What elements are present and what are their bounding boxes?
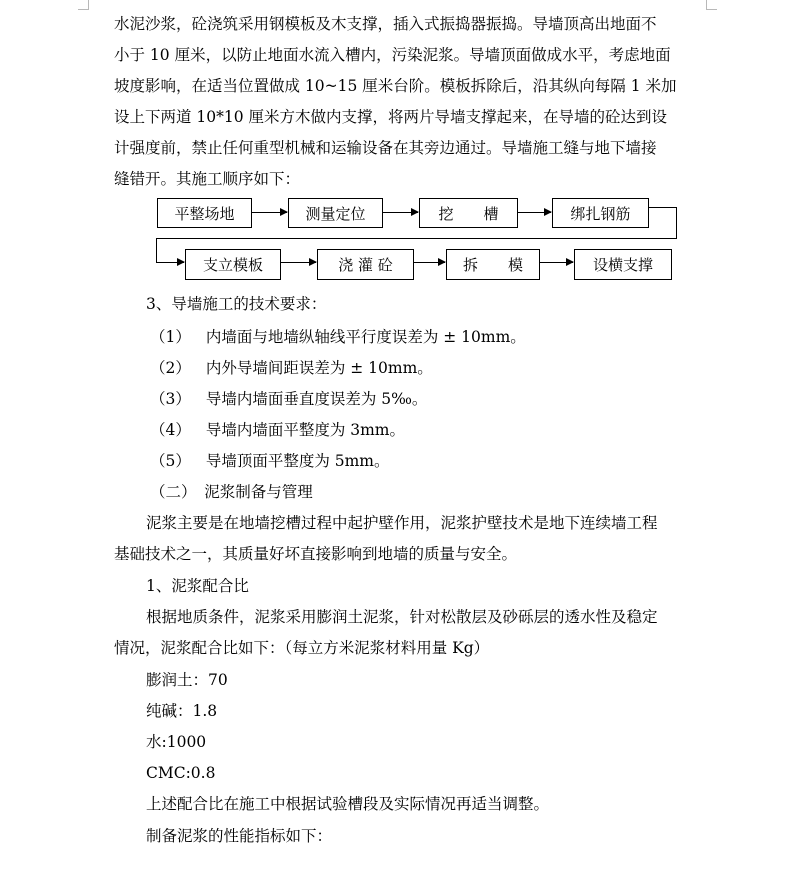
paragraph-line-3: 坡度影响，在适当位置做成 10~15 厘米台阶。模板拆除后，沿其纵向每隔 1 米加 — [114, 77, 677, 95]
requirement-item-4 — [150, 420, 405, 440]
flow-connector-across — [156, 238, 677, 239]
flow-step-5: 支立模板 — [185, 249, 281, 280]
flow-arrow-7 — [540, 262, 573, 263]
flow-step-7: 拆 模 — [446, 249, 540, 280]
requirement-num-4: （4） — [150, 421, 191, 439]
flow-step-3: 挖 槽 — [419, 198, 518, 228]
flow-arrow-6 — [414, 262, 445, 263]
requirement-num-5: （5） — [150, 452, 191, 470]
flow-step-1: 平整场地 — [157, 198, 252, 228]
flow-arrow-1 — [252, 212, 287, 213]
flow-connector-vertical-right — [676, 207, 677, 238]
ratio-cmc: CMC:0.8 — [146, 764, 216, 782]
flow-step-2: 测量定位 — [288, 198, 383, 228]
requirement-text-4: 导墙内墙面平整度为 3mm。 — [205, 421, 405, 439]
ratio-bentonite: 膨润土：70 — [146, 671, 228, 689]
requirement-item-3 — [150, 389, 427, 409]
slurry-paragraph-2-line-1: 根据地质条件，泥浆采用膨润土泥浆，针对松散层及砂砾层的透水性及稳定 — [146, 608, 658, 626]
requirement-num-3: （3） — [150, 390, 191, 408]
paragraph-line-6: 缝错开。其施工顺序如下： — [114, 170, 301, 188]
requirement-item-5 — [150, 451, 390, 471]
flow-arrow-4 — [156, 262, 184, 263]
ratio-water: 水:1000 — [146, 733, 207, 751]
requirement-item-2 — [150, 358, 433, 378]
flow-connector-vertical-left — [156, 238, 157, 262]
requirement-num-1: （1） — [150, 328, 191, 346]
ratio-soda-ash: 纯碱：1.8 — [146, 702, 218, 720]
slurry-mix-title: 1、泥浆配合比 — [146, 577, 249, 595]
slurry-paragraph-3: 上述配合比在施工中根据试验槽段及实际情况再适当调整。 — [146, 795, 550, 813]
section-two-title: （二） 泥浆制备与管理 — [150, 483, 313, 501]
flow-arrow-3 — [518, 212, 551, 213]
flow-step-4: 绑扎钢筋 — [552, 198, 649, 228]
requirement-text-3: 导墙内墙面垂直度误差为 5‰。 — [205, 390, 428, 408]
slurry-paragraph-1-line-2: 基础技术之一，其质量好坏直接影响到地墙的质量与安全。 — [114, 545, 518, 563]
paragraph-line-2: 小于 10 厘米，以防止地面水流入槽内，污染泥浆。导墙顶面做成水平，考虑地面 — [114, 46, 671, 64]
requirement-text-1: 内墙面与地墙纵轴线平行度误差为 ± 10mm。 — [205, 328, 526, 346]
flow-step-6: 浇 灌 砼 — [317, 249, 414, 280]
flow-arrow-5 — [281, 262, 316, 263]
requirement-item-1 — [150, 327, 526, 347]
slurry-paragraph-1-line-1: 泥浆主要是在地墙挖槽过程中起护壁作用，泥浆护壁技术是地下连续墙工程 — [146, 514, 658, 532]
flow-step-8: 设横支撑 — [574, 249, 672, 280]
requirement-text-2: 内外导墙间距误差为 ± 10mm。 — [205, 359, 433, 377]
flow-arrow-2 — [383, 212, 418, 213]
requirement-num-2: （2） — [150, 359, 191, 377]
construction-flowchart — [0, 0, 795, 290]
paragraph-line-1: 水泥沙浆，砼浇筑采用钢模板及木支撑，插入式振捣器振捣。导墙顶高出地面不 — [114, 15, 657, 33]
paragraph-line-4: 设上下两道 10*10 厘米方木做内支撑，将两片导墙支撑起来，在导墙的砼达到设 — [114, 108, 668, 126]
requirement-text-5: 导墙顶面平整度为 5mm。 — [205, 452, 390, 470]
paragraph-line-5: 计强度前，禁止任何重型机械和运输设备在其旁边通过。导墙施工缝与地下墙接 — [114, 139, 657, 157]
slurry-paragraph-2-line-2: 情况，泥浆配合比如下：（每立方米泥浆材料用量 Kg） — [114, 639, 490, 657]
slurry-paragraph-4: 制备泥浆的性能指标如下： — [146, 827, 333, 845]
flow-connector-right — [649, 207, 676, 208]
section-3-title: 3、导墙施工的技术要求： — [146, 295, 327, 313]
